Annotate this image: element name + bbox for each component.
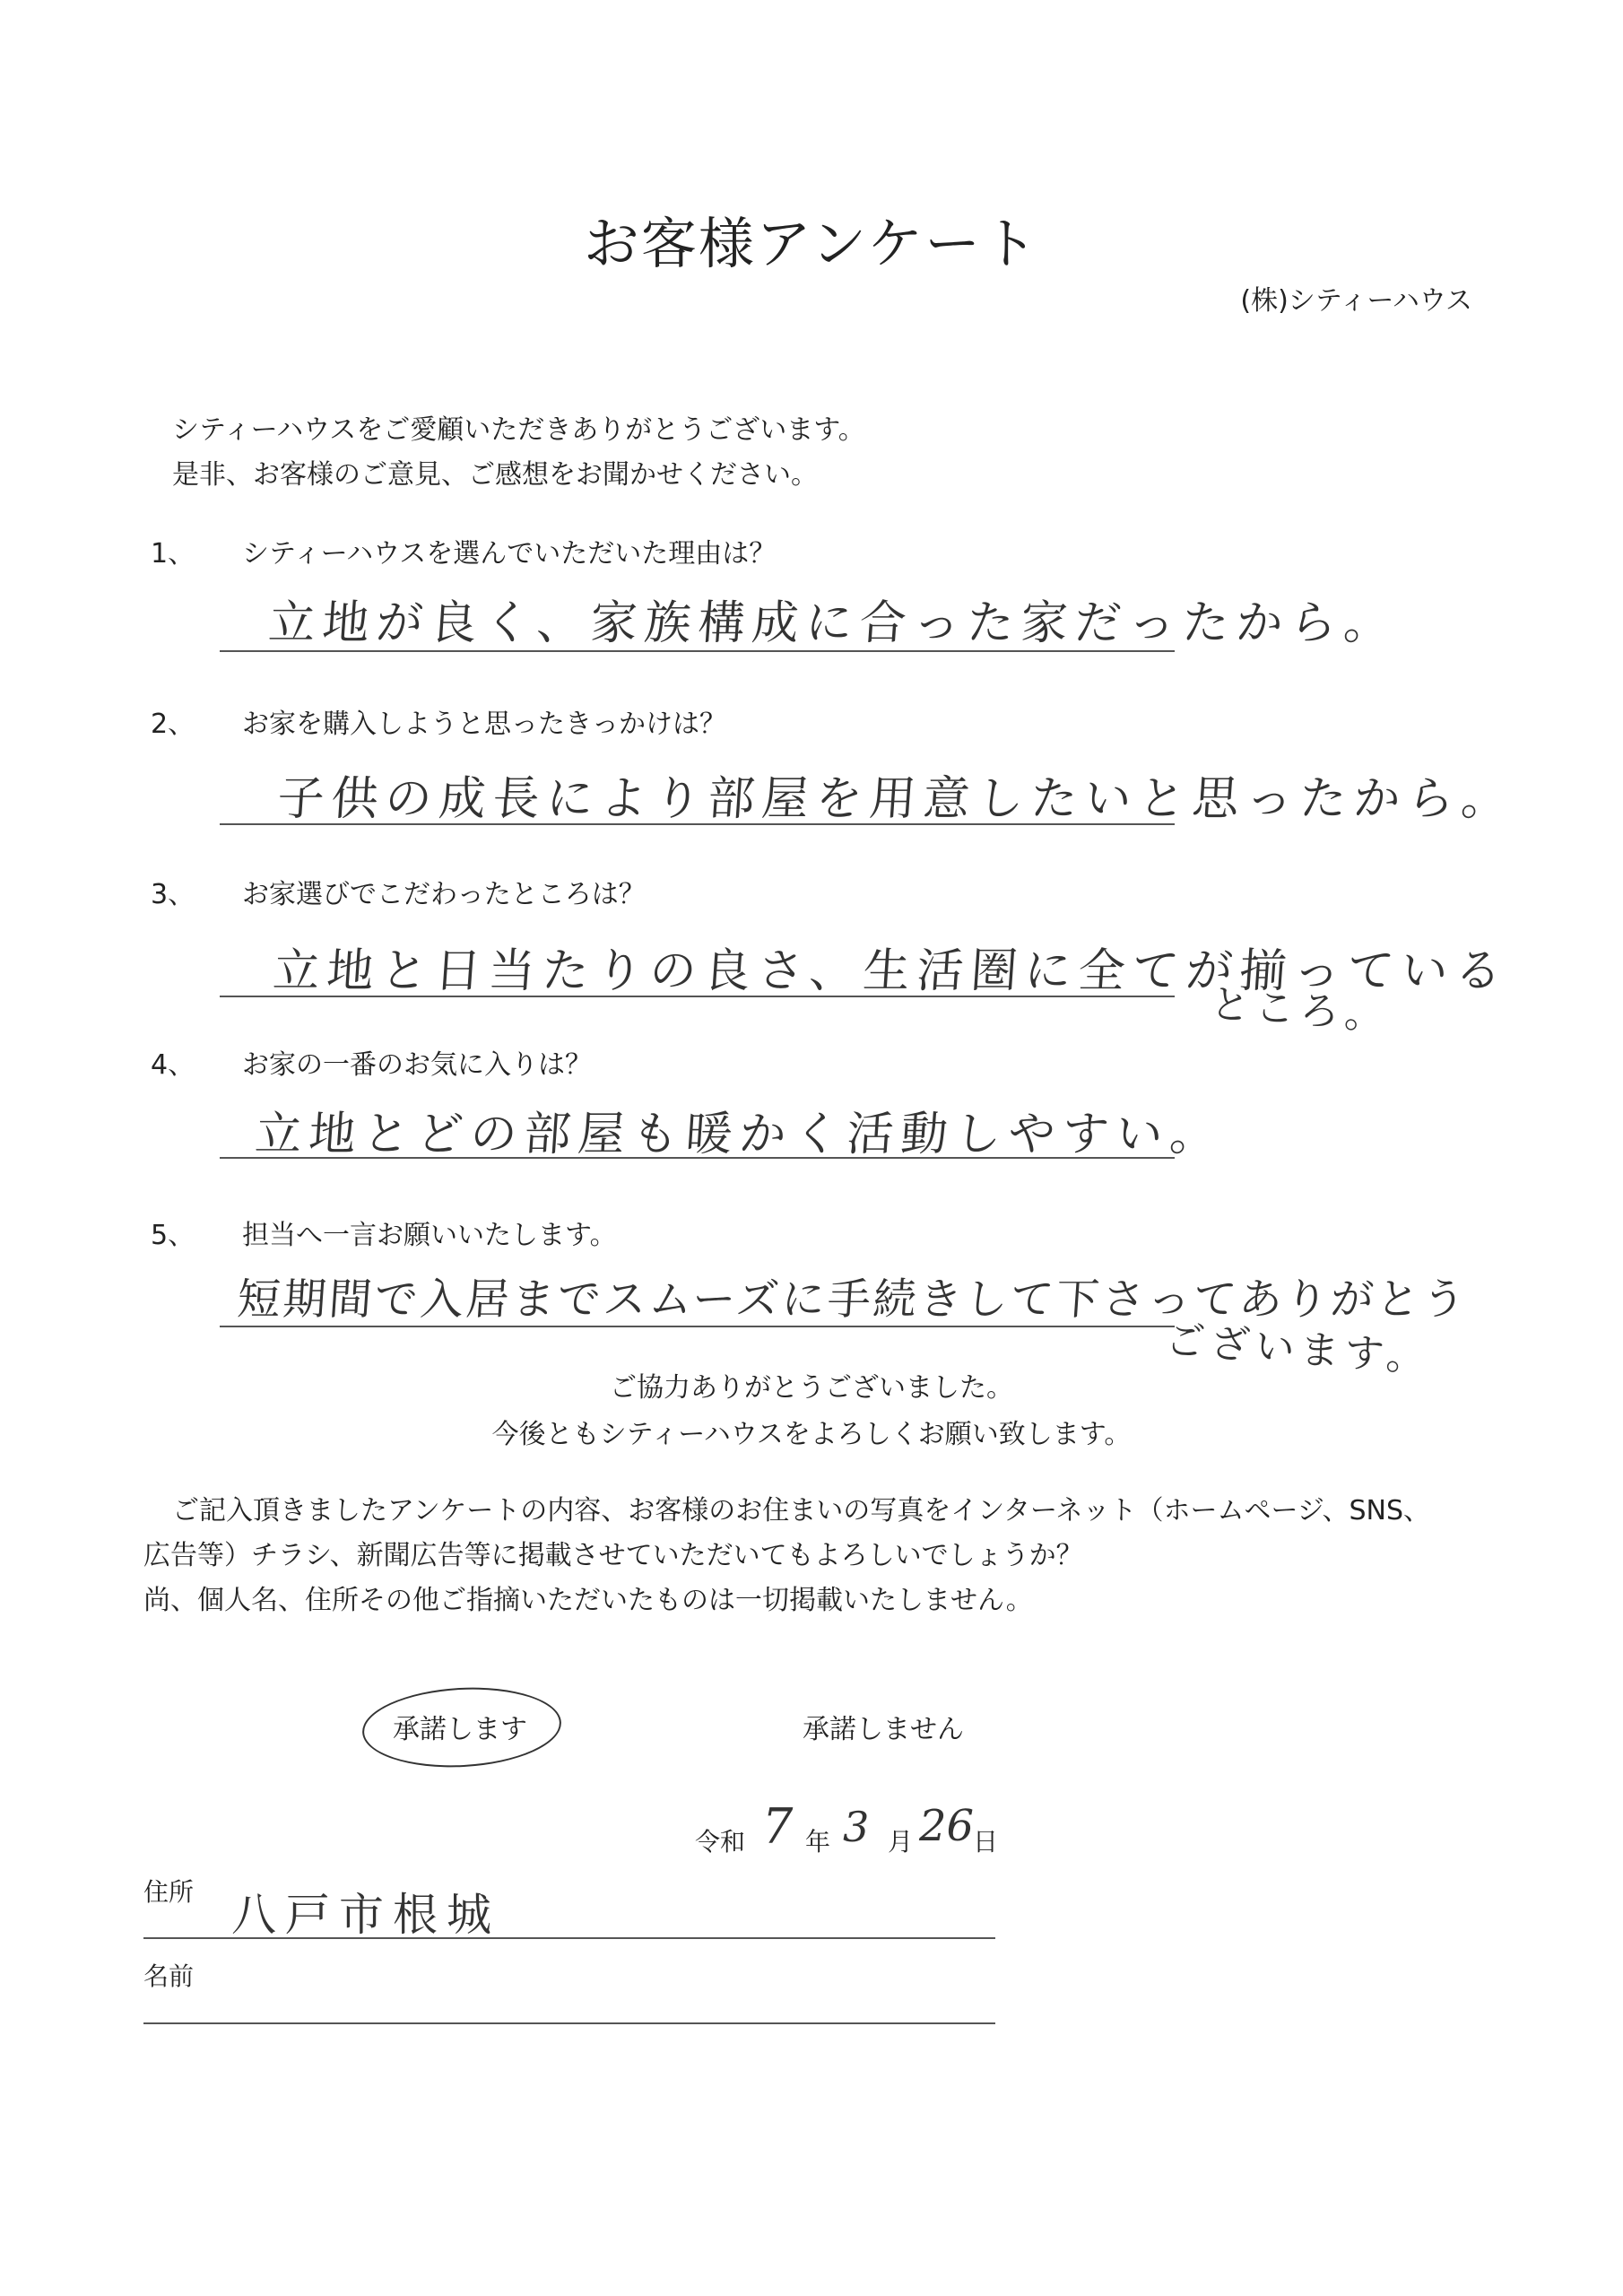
answer-1[interactable]: 立地が良く、家族構成に合った家だったから。 (266, 596, 1400, 650)
address-value[interactable]: 八戸市根城 (231, 1889, 500, 1941)
closing-line-1: ご協力ありがとうございました。 (610, 1372, 1013, 1404)
date-day-value[interactable]: 26 (919, 1801, 975, 1851)
question-2-number: 2、 (151, 709, 195, 740)
question-3-number: 3、 (151, 879, 195, 910)
accept-option[interactable]: 承諾します (393, 1714, 527, 1745)
intro-line-1: シティーハウスをご愛顧いただきありがとうございます。 (172, 414, 865, 446)
answer-3-underline (220, 996, 1175, 997)
name-label: 名前 (143, 1961, 195, 1991)
date-era: 令和 (695, 1827, 746, 1857)
consent-line-1: ご記入頂きましたアンケートの内容、お客様のお住まいの写真をインターネット（ホームページ、SNS、 (172, 1495, 1431, 1526)
answer-4-underline (220, 1157, 1175, 1159)
date-year-unit: 年 (805, 1827, 831, 1857)
consent-line-2: 広告等）チラシ、新聞広告等に掲載させていただいてもよろしいでしょうか？ (143, 1540, 1083, 1571)
answer-4[interactable]: 立地とどの部屋も暖かく活動しやすい。 (253, 1108, 1226, 1161)
address-underline (143, 1937, 995, 1939)
intro-text (172, 408, 865, 498)
page-title: お客様アンケート (583, 211, 1040, 276)
question-4-number: 4、 (151, 1049, 195, 1081)
answer-3-continuation: ところ。 (1209, 981, 1392, 1039)
date-month-value[interactable]: 3 (843, 1803, 870, 1851)
consent-line-3: 尚、個人名、住所その他ご指摘いただいたものは一切掲載いたしません。 (143, 1585, 1033, 1616)
date-day-unit: 日 (973, 1827, 999, 1857)
question-1-text: シティーハウスを選んでいただいた理由は？ (242, 538, 777, 570)
answer-5-underline (220, 1326, 1175, 1327)
answer-5[interactable]: 短期間で入居までスムーズに手続きして下さってありがとう (235, 1274, 1470, 1325)
address-label: 住所 (143, 1877, 195, 1907)
consent-text (143, 1489, 1488, 1623)
question-3-text: お家選びでこだわったところは？ (242, 879, 646, 910)
answer-1-underline (220, 650, 1175, 652)
closing-text (0, 1365, 1623, 1458)
question-5-number: 5、 (151, 1220, 195, 1251)
decline-option[interactable]: 承諾しません (803, 1714, 964, 1745)
intro-line-2: 是非、お客様のご意見、ご感想をお聞かせください。 (172, 459, 818, 491)
question-4-text: お家の一番のお気に入りは？ (242, 1049, 592, 1081)
question-5-text: 担当へ一言お願いいたします。 (242, 1220, 617, 1251)
date-year-value[interactable]: 7 (762, 1798, 794, 1855)
answer-3[interactable]: 立地と日当たりの良さ、生活圏に全てが揃っている (271, 944, 1511, 998)
answer-2-underline (220, 823, 1175, 825)
answer-2[interactable]: 子供の成長により部屋を用意したいと思ったから。 (275, 772, 1517, 826)
closing-line-2: 今後ともシティーハウスをよろしくお願い致します。 (491, 1419, 1132, 1450)
date-month-unit: 月 (888, 1827, 914, 1857)
answer-5-continuation: ございます。 (1164, 1317, 1433, 1382)
question-2-text: お家を購入しようと思ったきっかけは？ (242, 709, 726, 740)
question-1-number: 1、 (151, 538, 195, 570)
name-underline (143, 2022, 995, 2024)
company-name: (株)シティーハウス (1240, 285, 1472, 317)
